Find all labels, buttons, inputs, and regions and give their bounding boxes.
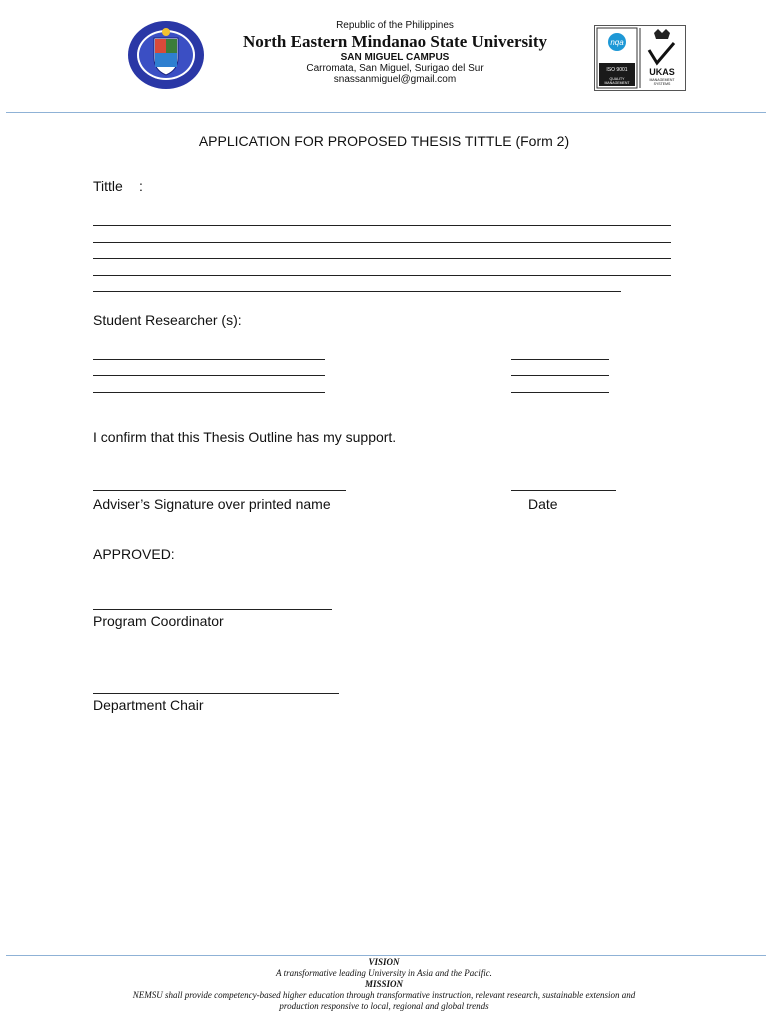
coordinator-label: Program Coordinator [93, 613, 224, 629]
campus-email: snassanmiguel@gmail.com [333, 74, 457, 85]
university-name: North Eastern Mindanao State University [242, 32, 548, 51]
vision-text: A transformative leading University in Asia and the Pacific. [276, 968, 492, 978]
tittle-line-5[interactable] [93, 291, 621, 292]
svg-text:MANAGEMENT: MANAGEMENT [649, 78, 675, 82]
tittle-line-2[interactable] [93, 242, 671, 243]
header-divider [6, 112, 766, 113]
mission-text-2: production responsive to local, regional and global trends [279, 1001, 489, 1011]
mission-heading: MISSION [364, 979, 404, 989]
tittle-colon: : [139, 178, 143, 194]
chair-signature-line[interactable] [93, 693, 339, 694]
confirm-statement: I confirm that this Thesis Outline has my support. [93, 429, 397, 445]
tittle-label: Tittle [93, 178, 123, 194]
svg-text:MANAGEMENT: MANAGEMENT [604, 81, 630, 85]
researchers-label: Student Researcher (s): [93, 312, 242, 328]
vision-heading: VISION [368, 957, 400, 967]
campus-name: SAN MIGUEL CAMPUS [340, 52, 450, 63]
footer [0, 957, 768, 1012]
svg-text:SYSTEMS: SYSTEMS [653, 82, 671, 86]
date-line[interactable] [511, 490, 616, 491]
certification-logos [594, 25, 686, 91]
tittle-line-4[interactable] [93, 275, 671, 276]
researcher-extra-line-1[interactable] [511, 359, 609, 360]
svg-text:nqa: nqa [610, 38, 624, 47]
form-title: APPLICATION FOR PROPOSED THESIS TITTLE (Form 2) [198, 133, 570, 149]
letterhead [200, 20, 590, 85]
svg-text:QUALITY: QUALITY [609, 77, 625, 81]
campus-address: Carromata, San Miguel, Surigao del Sur [306, 63, 484, 74]
chair-label: Department Chair [93, 697, 204, 713]
researcher-extra-line-2[interactable] [511, 375, 609, 376]
adviser-signature-line[interactable] [93, 490, 346, 491]
svg-text:UKAS: UKAS [649, 67, 675, 77]
tittle-line-1[interactable] [93, 225, 671, 226]
researcher-name-line-2[interactable] [93, 375, 325, 376]
tittle-line-3[interactable] [93, 258, 671, 259]
researcher-name-line-1[interactable] [93, 359, 325, 360]
researcher-name-line-3[interactable] [93, 392, 325, 393]
mission-text-1: NEMSU shall provide competency-based higher education through transformative instruction, relevant research, sustainable extension and [132, 990, 636, 1000]
footer-divider [6, 955, 766, 956]
approved-label: APPROVED: [93, 546, 175, 562]
adviser-label: Adviser’s Signature over printed name [93, 496, 331, 512]
svg-text:ISO 9001: ISO 9001 [606, 67, 628, 73]
university-seal [127, 20, 205, 90]
coordinator-signature-line[interactable] [93, 609, 332, 610]
researcher-extra-line-3[interactable] [511, 392, 609, 393]
date-label: Date [528, 496, 558, 512]
republic-line: Republic of the Philippines [336, 20, 454, 31]
